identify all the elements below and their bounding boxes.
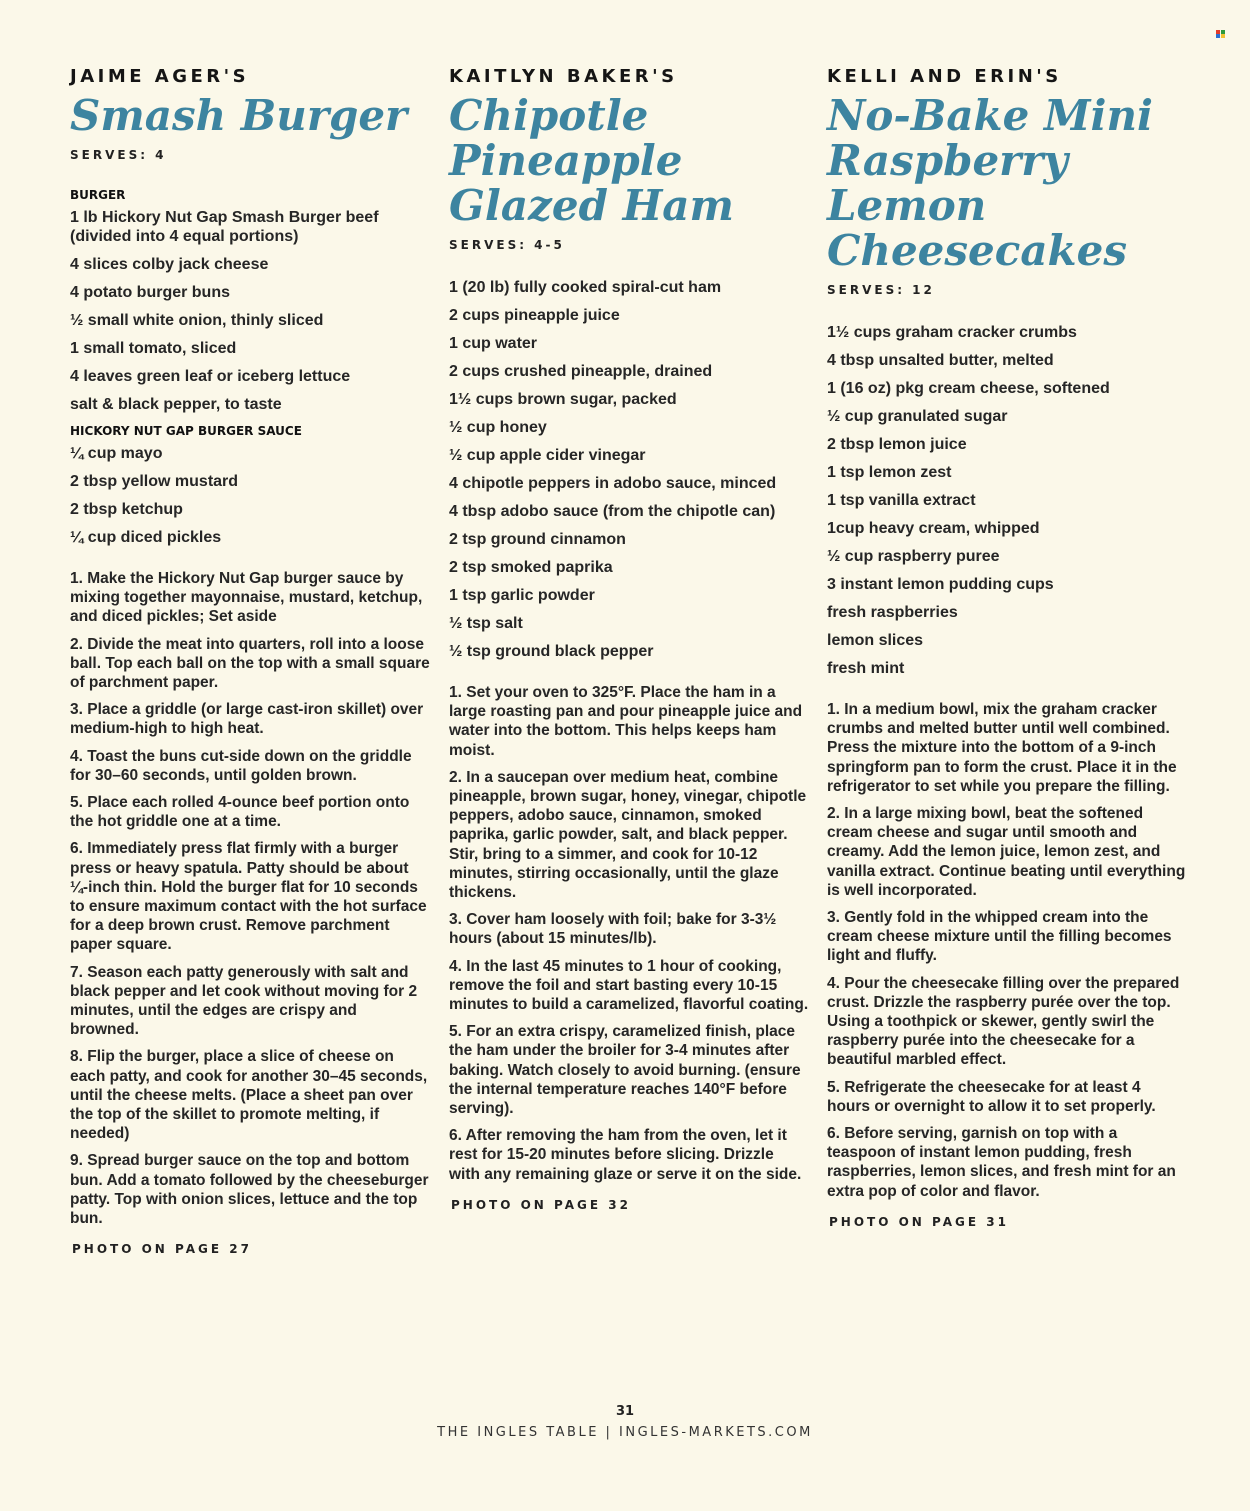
ingredient-list <box>449 278 809 661</box>
instruction-step: 4. Toast the buns cut-side down on the griddle for 30–60 seconds, until golden brown. <box>70 747 412 784</box>
recipe-column-smash-burger <box>70 66 430 1256</box>
chef-name: JAIME AGER'S <box>70 66 250 87</box>
ingredient-item: salt & black pepper, to taste <box>70 396 282 413</box>
ingredient-item: 4 leaves green leaf or iceberg lettuce <box>70 368 351 385</box>
ingredient-item: fresh mint <box>827 660 905 677</box>
ingredient-list <box>70 444 430 547</box>
instruction-step: 5. Place each rolled 4-ounce beef portion onto the hot griddle one at a time. <box>70 794 410 831</box>
ingredient-item: 1cup heavy cream, whipped <box>827 520 1040 537</box>
ingredient-item: 1 tsp vanilla extract <box>827 492 976 509</box>
page-number: 31 <box>615 1404 635 1419</box>
recipe-title: Smash Burger <box>70 91 408 140</box>
chef-name: KAITLYN BAKER'S <box>449 66 678 87</box>
instruction-list <box>449 683 809 1184</box>
ingredient-item: ¼ cup mayo <box>70 445 163 462</box>
ingredient-item: ¼ cup diced pickles <box>70 529 222 546</box>
ingredient-item: ½ tsp ground black pepper <box>449 643 654 660</box>
ingredient-item: 1½ cups graham cracker crumbs <box>827 324 1077 341</box>
serves-label: SERVES: 4 <box>70 148 167 162</box>
recipe-column-cheesecakes <box>827 66 1187 1229</box>
instruction-step: 3. Cover ham loosely with foil; bake for 3-3½ hours (about 15 minutes/lb). <box>449 911 777 948</box>
ingredient-item: 4 chipotle peppers in adobo sauce, minced <box>449 475 777 492</box>
ingredient-section-label: BURGER <box>70 188 126 202</box>
ingredient-item: 4 potato burger buns <box>70 284 230 301</box>
instruction-step: 6. After removing the ham from the oven, let it rest for 15-20 minutes before slicing. Drizzle with any remaining glaze or serve it on the side. <box>449 1127 802 1183</box>
instruction-step: 1. In a medium bowl, mix the graham cracker crumbs and melted butter until well combined. Press the mixture into the bottom of a 9-inch springform pan to form the crust. Place it in the refrigerator to set while you prepare the filling. <box>827 701 1177 795</box>
ingredient-section-label: HICKORY NUT GAP BURGER SAUCE <box>70 424 302 438</box>
ingredient-list <box>70 208 430 414</box>
photo-reference: PHOTO ON PAGE 31 <box>829 1214 1009 1229</box>
instruction-step: 8. Flip the burger, place a slice of cheese on each patty, and cook for another 30–45 seconds, until the cheese melts. (Place a sheet pan over the top of the skillet to promote melting, if needed) <box>70 1048 428 1143</box>
instruction-step: 6. Immediately press flat firmly with a burger press or heavy spatula. Patty should be about ¼-inch thin. Hold the burger flat for 10 seconds to ensure maximum contact with the hot surface for a deep brown crust. Remove parchment paper square. <box>70 840 427 954</box>
ingredient-item: 4 tbsp adobo sauce (from the chipotle can) <box>449 503 776 520</box>
ingredient-item: 2 tsp smoked paprika <box>449 559 613 576</box>
page-footer <box>0 1404 1250 1440</box>
instruction-step: 7. Season each patty generously with salt and black pepper and let cook without moving for 2 minutes, until the edges are crispy and browned. <box>70 963 418 1039</box>
instruction-step: 1. Make the Hickory Nut Gap burger sauce by mixing together mayonnaise, mustard, ketchup, and diced pickles; Set aside <box>70 570 423 626</box>
recipe-column-glazed-ham <box>449 66 809 1212</box>
ingredient-item: fresh raspberries <box>827 604 958 621</box>
chef-name: KELLI AND ERIN'S <box>827 66 1062 87</box>
instruction-step: 5. For an extra crispy, caramelized finish, place the ham under the broiler for 3-4 minutes after baking. Watch closely to avoid burning. (ensure the internal temperature reaches 140°F before serving). <box>449 1023 801 1118</box>
instruction-step: 3. Gently fold in the whipped cream into the cream cheese mixture until the filling becomes light and fluffy. <box>827 909 1172 965</box>
instruction-step: 2. Divide the meat into quarters, roll into a loose ball. Top each ball on the top with a small square of parchment paper. <box>70 635 430 692</box>
footer-publication-line: THE INGLES TABLE | INGLES-MARKETS.COM <box>437 1425 813 1440</box>
instruction-step: 3. Place a griddle (or large cast-iron skillet) over medium-high to high heat. <box>70 701 424 738</box>
ingredient-item: 2 tsp ground cinnamon <box>449 531 626 548</box>
ingredient-list <box>827 323 1187 678</box>
ingredient-item: 1 tsp lemon zest <box>827 464 952 481</box>
instruction-step: 2. In a large mixing bowl, beat the softened cream cheese and sugar until smooth and creamy. Add the lemon juice, lemon zest, and vanilla extract. Continue beating until everything is well incorporated. <box>827 805 1186 899</box>
ingredient-item: 1½ cups brown sugar, packed <box>449 391 677 408</box>
instruction-step: 6. Before serving, garnish on top with a teaspoon of instant lemon pudding, fresh raspberries, lemon slices, and fresh mint for an extra pop of color and flavor. <box>827 1125 1176 1200</box>
ingredient-item: ½ cup apple cider vinegar <box>449 447 646 464</box>
instruction-step: 5. Refrigerate the cheesecake for at least 4 hours or overnight to allow it to set properly. <box>827 1078 1156 1115</box>
ingredient-item: 1 cup water <box>449 335 538 352</box>
instruction-list <box>70 569 430 1228</box>
instruction-step: 4. In the last 45 minutes to 1 hour of cooking, remove the foil and start basting every 10-15 minutes to build a caramelized, flavorful coating. <box>449 957 809 1014</box>
instruction-step: 1. Set your oven to 325°F. Place the ham in a large roasting pan and pour pineapple juice and water into the bottom. This helps keeps ham moist. <box>449 684 803 759</box>
ingredient-item: 1 (20 lb) fully cooked spiral-cut ham <box>449 279 722 296</box>
corner-color-mark <box>1216 30 1226 38</box>
ingredient-item: 2 tbsp ketchup <box>70 501 183 518</box>
ingredient-item: 4 slices colby jack cheese <box>70 256 269 273</box>
instruction-list <box>827 700 1187 1201</box>
ingredient-item: 1 (16 oz) pkg cream cheese, softened <box>827 380 1110 397</box>
instruction-step: 4. Pour the cheesecake filling over the prepared crust. Drizzle the raspberry purée over the top. Using a toothpick or skewer, gently swirl the raspberry purée into the cheesecake for a beautiful marbled effect. <box>827 974 1180 1069</box>
recipe-title: Chipotle Pineapple Glazed Ham <box>449 91 734 230</box>
serves-label: SERVES: 12 <box>827 283 935 297</box>
recipe-title: No-Bake Mini Raspberry Lemon Cheesecakes <box>827 91 1153 275</box>
instruction-step: 9. Spread burger sauce on the top and bottom bun. Add a tomato followed by the cheeseburger patty. Top with onion slices, lettuce and the top bun. <box>70 1152 429 1228</box>
photo-reference: PHOTO ON PAGE 27 <box>72 1242 252 1257</box>
ingredient-item: 1 tsp garlic powder <box>449 587 595 604</box>
serves-label: SERVES: 4-5 <box>449 238 565 252</box>
ingredient-item: ½ cup raspberry puree <box>827 548 1000 565</box>
ingredient-item: 2 tbsp lemon juice <box>827 436 967 453</box>
ingredient-item: 2 tbsp yellow mustard <box>70 473 239 490</box>
ingredient-item: 2 cups crushed pineapple, drained <box>449 363 713 380</box>
photo-reference: PHOTO ON PAGE 32 <box>451 1197 631 1212</box>
ingredient-item: 1 small tomato, sliced <box>70 340 237 357</box>
ingredient-item: 3 instant lemon pudding cups <box>827 576 1054 593</box>
ingredient-item: ½ cup granulated sugar <box>827 408 1008 425</box>
ingredient-item: ½ small white onion, thinly sliced <box>70 312 324 329</box>
ingredient-item: lemon slices <box>827 632 924 649</box>
ingredient-item: 4 tbsp unsalted butter, melted <box>827 352 1054 369</box>
ingredient-item: ½ tsp salt <box>449 615 523 632</box>
ingredient-item: 2 cups pineapple juice <box>449 307 620 324</box>
ingredient-item: ½ cup honey <box>449 419 547 436</box>
instruction-step: 2. In a saucepan over medium heat, combine pineapple, brown sugar, honey, vinegar, chipotle peppers, adobo sauce, cinnamon, smoked paprika, garlic powder, salt, and black pepper. Stir, bring to a simmer, and cook for 10-12 minutes, stirring occasionally, until the glaze thickens. <box>449 768 807 902</box>
ingredient-item: 1 lb Hickory Nut Gap Smash Burger beef (divided into 4 equal portions) <box>70 209 379 245</box>
